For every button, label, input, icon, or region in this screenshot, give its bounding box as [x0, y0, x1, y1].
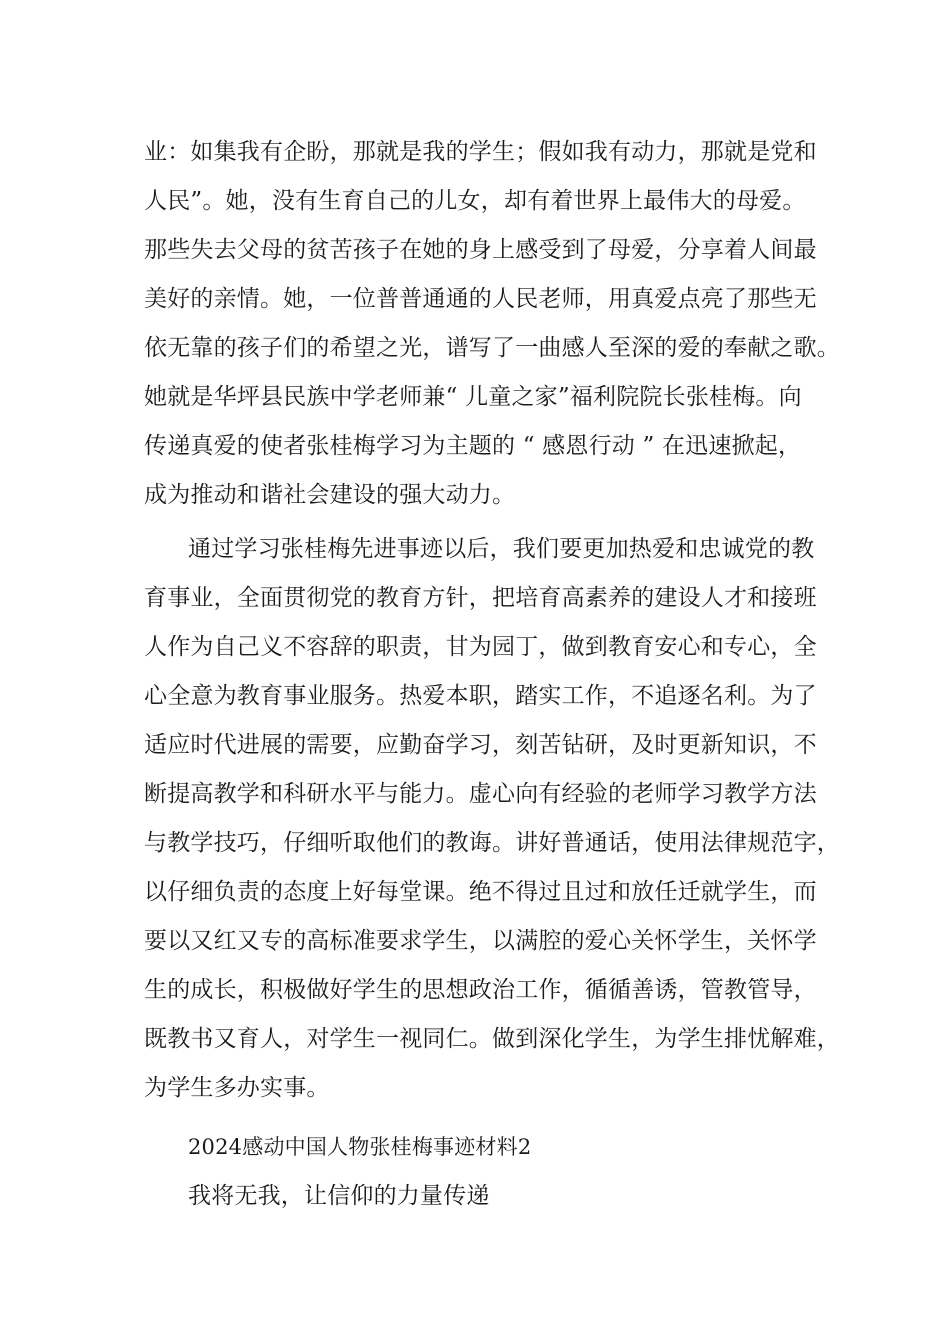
text-line: 适应时代进展的需要，应勤奋学习，刻苦钻研，及时更新知识，不: [144, 732, 817, 758]
text-line: 为学生多办实事。: [144, 1075, 330, 1101]
text-line: 她就是华坪县民族中学老师兼“ 儿童之家”福利院院长张桂梅。向: [144, 384, 802, 410]
text-line: 心全意为教育事业服务。热爱本职，踏实工作，不追逐名利。为了: [144, 683, 817, 709]
text-line: 要以又红又专的高标准要求学生，以满腔的爱心关怀学生，关怀学: [144, 928, 817, 954]
text-line: 通过学习张桂梅先进事迹以后，我们要更加热爱和忠诚党的教: [188, 536, 815, 562]
subtitle: 我将无我，让信仰的力量传递: [188, 1183, 490, 1209]
text-line: 依无靠的孩子们的希望之光，谱写了一曲感人至深的爱的奉献之歌。: [144, 335, 840, 361]
text-line: 育事业，全面贯彻党的教育方针，把培育高素养的建设人才和接班: [144, 585, 817, 611]
text-line: 生的成长，积极做好学生的思想政治工作，循循善诱，管教管导，: [144, 977, 817, 1003]
text-line: 既教书又育人，对学生一视同仁。做到深化学生，为学生排忧解难，: [144, 1026, 840, 1052]
text-line: 以仔细负责的态度上好每堂课。绝不得过且过和放任迁就学生，而: [144, 879, 817, 905]
text-line: 与教学技巧，仔细听取他们的教诲。讲好普通话，使用法律规范字，: [144, 830, 840, 856]
text-line: 美好的亲情。她，一位普普通通的人民老师，用真爱点亮了那些无: [144, 286, 817, 312]
text-line: 成为推动和谐社会建设的强大动力。: [144, 482, 516, 508]
text-line: 断提高教学和科研水平与能力。虚心向有经验的老师学习教学方法: [144, 781, 817, 807]
text-line: 业：如集我有企盼，那就是我的学生；假如我有动力，那就是党和: [144, 139, 817, 165]
text-line: 人作为自己义不容辞的职责，甘为园丁，做到教育安心和专心，全: [144, 634, 817, 660]
text-line: 传递真爱的使者张桂梅学习为主题的 “ 感恩行动 ” 在迅速掀起，: [144, 433, 802, 459]
text-line: 人民”。她，没有生育自己的儿女，却有着世界上最伟大的母爱。: [144, 188, 806, 214]
text-line: 那些失去父母的贫苦孩子在她的身上感受到了母爱，分享着人间最: [144, 237, 817, 263]
section-title: 2024感动中国人物张桂梅事迹材料2: [188, 1135, 532, 1159]
